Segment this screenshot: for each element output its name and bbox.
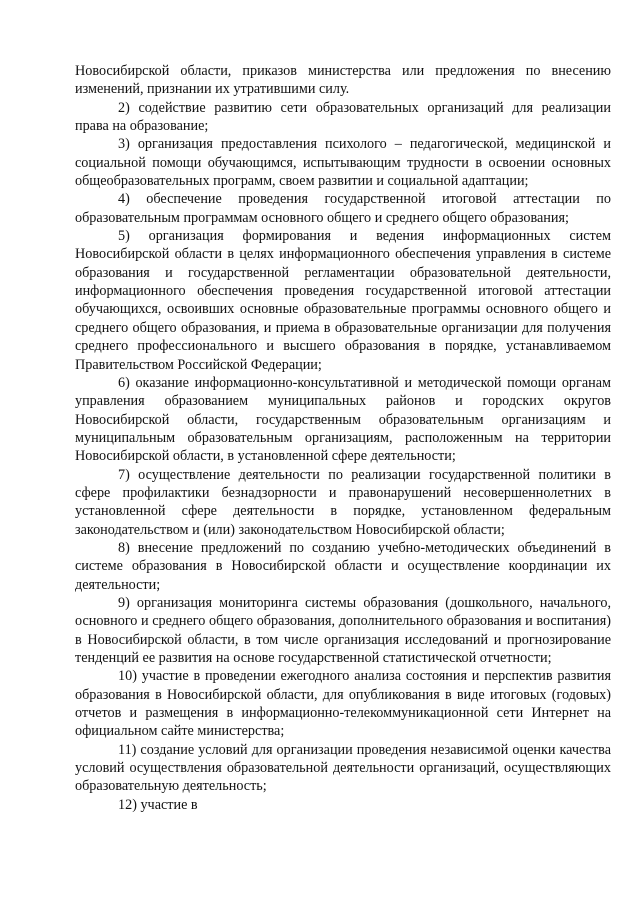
paragraph-item-8: 8) внесение предложений по созданию учебно-методических объединений в системе образования в Новосибирской области и осуществление координации их деятельности; (75, 539, 611, 593)
paragraph-item-4: 4) обеспечение проведения государственной итоговой аттестации по образовательным программам основного общего и среднего общего образования; (75, 191, 611, 226)
paragraph-item-10: 10) участие в проведении ежегодного анализа состояния и перспектив развития образования в Новосибирской области, для опубликования в виде итоговых (годовых) отчетов и размещения в информационно-телекоммуникационной сети Интернет на официальном сайте министерства; (75, 668, 611, 740)
paragraph-item-12: 12) участие в (118, 796, 198, 813)
paragraph-item-6: 6) оказание информационно-консультативной и методической помощи органам управления образованием муниципальных районов и городских округов Новосибирской области, государственным образовательным организациям и муниципальным образовательным организациям, расположенным на территории Новосибирской области, в установленной сфере деятельности; (75, 374, 611, 465)
paragraph-item-11: 11) создание условий для организации проведения независимой оценки качества условий осуществления образовательной деятельности организаций, осуществляющих образовательную деятельность; (75, 741, 611, 795)
paragraph-item-5: 5) организация формирования и ведения информационных систем Новосибирской области в целях информационного обеспечения управления в системе образования и государственной регламентации образовательной деятельности, информационного обеспечения проведения государственной итоговой аттестации обучающихся, освоивших основные образовательные программы основного общего и среднего общего образования, и приема в образовательные организации для получения среднего профессионального и высшего образования в порядке, устанавливаемом Правительством Российской Федерации; (75, 228, 611, 373)
paragraph-continuation: Новосибирской области, приказов министерства или предложения по внесению изменений, признании их утратившими силу. (75, 63, 611, 98)
document-page (75, 62, 611, 814)
paragraph-item-9: 9) организация мониторинга системы образования (дошкольного, начального, основного и среднего общего образования, дополнительного образования и воспитания) в Новосибирской области, в том числе организация исследований и прогнозирование тенденций ее развития на основе государственной статистической отчетности; (75, 594, 611, 666)
paragraph-item-3: 3) организация предоставления психолого – педагогической, медицинской и социальной помощи обучающимся, испытывающим трудности в освоении основных общеобразовательных программ, своем развитии и социальной адаптации; (75, 136, 611, 190)
paragraph-item-2: 2) содействие развитию сети образовательных организаций для реализации права на образование; (75, 99, 611, 135)
paragraph-item-7: 7) осуществление деятельности по реализации государственной политики в сфере профилактики безнадзорности и правонарушений несовершеннолетних в установленной сфере деятельности в порядке, установленном федеральным законодательством и (или) законодательством Новосибирской области; (75, 466, 611, 538)
